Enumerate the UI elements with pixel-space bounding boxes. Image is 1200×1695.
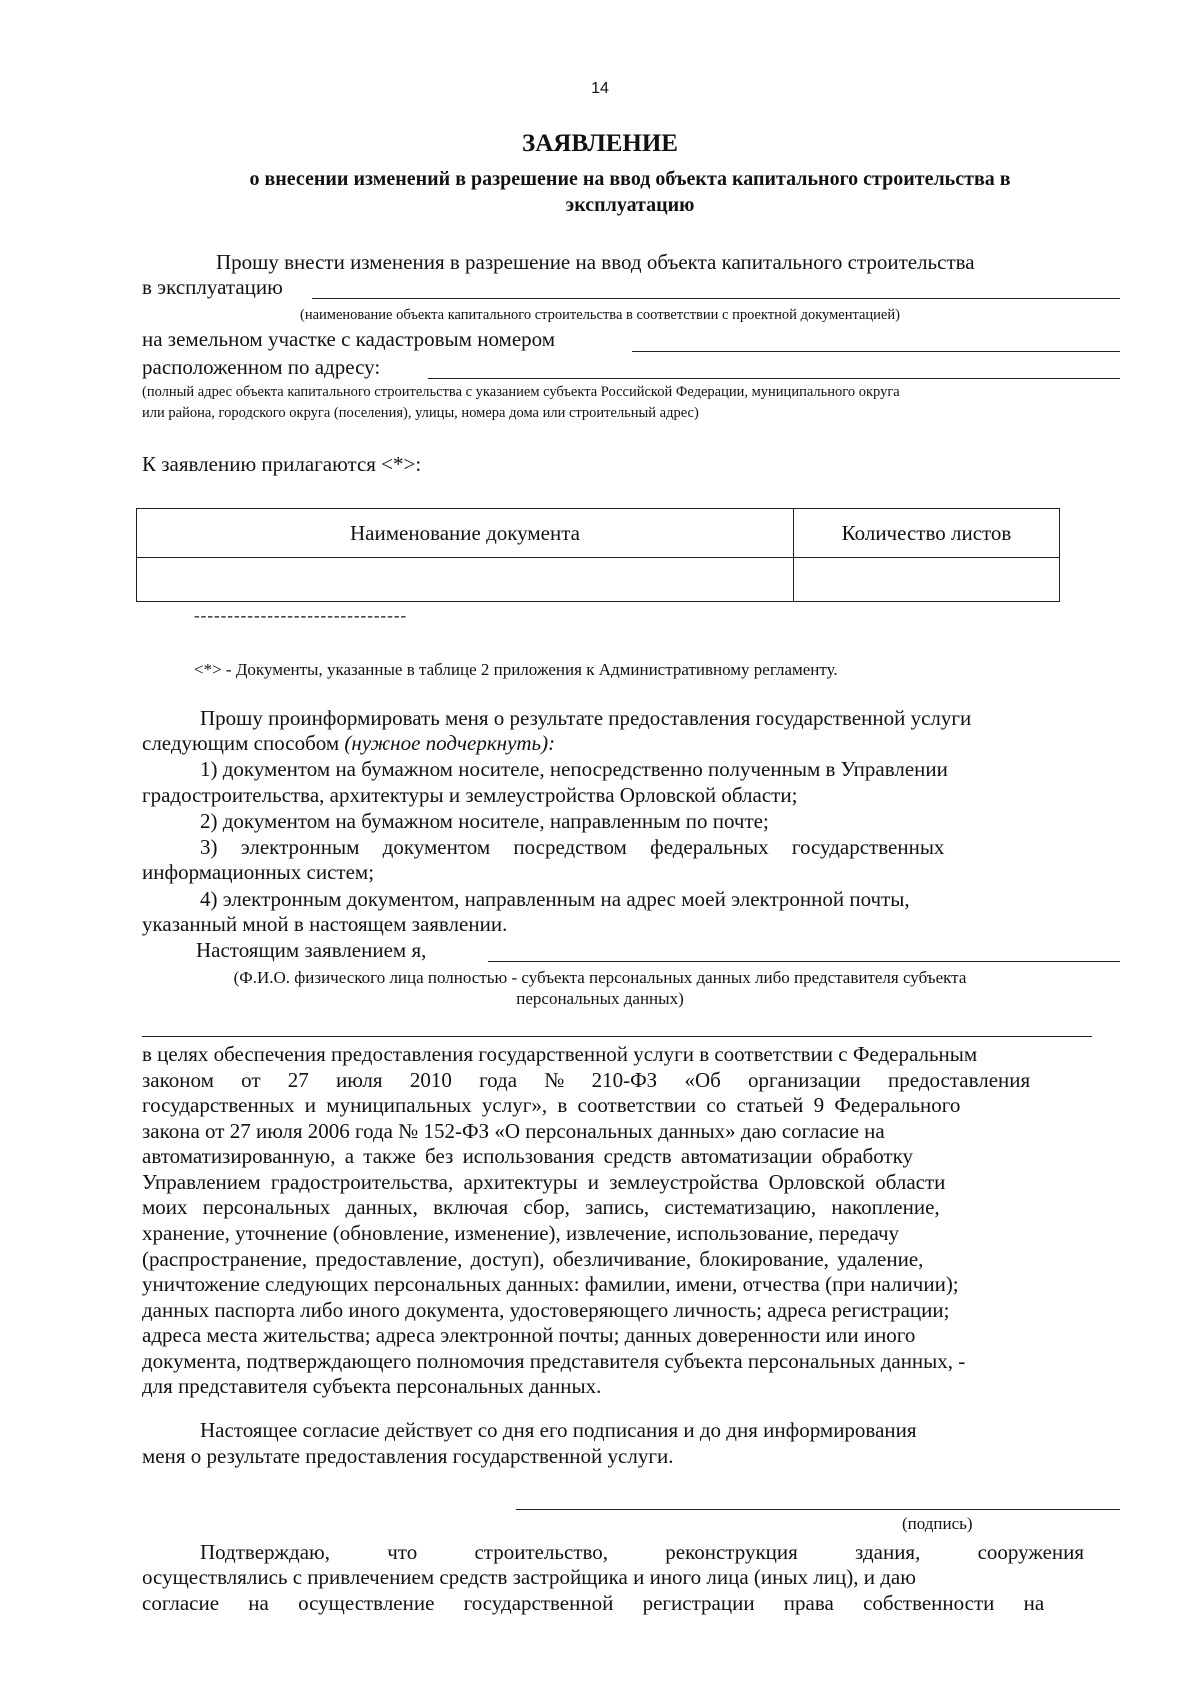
option-2[interactable]: 2) документом на бумажном носителе, направленным по почте;: [200, 809, 769, 833]
consent-line-4: закона от 27 июля 2006 года № 152-ФЗ «О персональных данных» даю согласие на: [142, 1119, 885, 1143]
request-line2: в эксплуатацию: [142, 275, 283, 299]
option-1-line1[interactable]: 1) документом на бумажном носителе, непосредственно полученным в Управлении: [200, 757, 948, 781]
table-header-row: [137, 509, 1060, 558]
footnote-separator: --------------------------------: [194, 606, 408, 625]
full-name-field[interactable]: [488, 961, 1120, 962]
option-4-line1[interactable]: 4) электронным документом, направленным на адрес моей электронной почты,: [200, 887, 910, 911]
request-line1: Прошу внести изменения в разрешение на ввод объекта капитального строительства: [216, 250, 975, 274]
object-name-note: (наименование объекта капитального строительства в соответствии с проектной документацией): [300, 307, 900, 323]
page-number: 14: [591, 80, 609, 97]
cadastral-number-field[interactable]: [632, 351, 1120, 352]
address-note-line2: или района, городского округа (поселения), улицы, номера дома или строительный адрес): [142, 405, 699, 421]
attachments-table: [136, 508, 1060, 602]
full-name-note-line1: (Ф.И.О. физического лица полностью - субъекта персональных данных либо представителя субъекта: [233, 968, 967, 987]
inform-line2: [142, 731, 555, 756]
consent-line-6: Управлением градостроительства, архитектуры и землеустройства Орловской области: [142, 1170, 946, 1194]
attachments-label: К заявлению прилагаются <*>:: [142, 452, 422, 476]
request-line3: на земельном участке с кадастровым номером: [142, 327, 556, 351]
column-document-name: Наименование документа: [137, 509, 794, 558]
document-title: ЗАЯВЛЕНИЕ: [522, 130, 678, 157]
document-subtitle-line2: эксплуатацию: [565, 194, 695, 216]
inform-line2-text: следующим способом: [142, 731, 340, 755]
address-field[interactable]: [428, 378, 1120, 379]
consent-line-12: адреса места жительства; адреса электронной почты; данных доверенности или иного: [142, 1323, 916, 1347]
table-row: [137, 558, 1060, 602]
document-name-cell[interactable]: [137, 558, 794, 602]
full-name-note-line2: персональных данных): [516, 989, 684, 1008]
option-3-line1[interactable]: 3) электронным документом посредством федеральных государственных: [200, 835, 945, 859]
object-name-field[interactable]: [312, 298, 1120, 299]
column-sheet-count: Количество листов: [794, 509, 1060, 558]
validity-line2: меня о результате предоставления государственной услуги.: [142, 1444, 674, 1468]
option-4-line2[interactable]: указанный мной в настоящем заявлении.: [142, 912, 508, 936]
request-line4: расположенном по адресу:: [142, 355, 381, 379]
signature-label: (подпись): [902, 1514, 973, 1533]
sheet-count-cell[interactable]: [794, 558, 1060, 602]
inform-line1: [200, 706, 1120, 731]
attachments-footnote: <*> - Документы, указанные в таблице 2 приложения к Административному регламенту.: [194, 660, 838, 679]
document-subtitle-line1: о внесении изменений в разрешение на ввод объекта капитального строительства в: [249, 168, 1011, 190]
inform-line2-italic: (нужное подчеркнуть):: [344, 731, 556, 755]
option-1-line2[interactable]: градостроительства, архитектуры и землеустройства Орловской области;: [142, 783, 798, 807]
signature-field[interactable]: [516, 1509, 1120, 1510]
confirm-line2: осуществлялись с привлечением средств застройщика и иного лица (иных лиц), и даю: [142, 1565, 916, 1589]
consent-line-3: государственных и муниципальных услуг», в соответствии со статьей 9 Федерального: [142, 1093, 961, 1117]
consent-last-line: для представителя субъекта персональных данных.: [142, 1374, 602, 1398]
option-3-line2[interactable]: информационных систем;: [142, 860, 375, 884]
consent-line-11: данных паспорта либо иного документа, удостоверяющего личность; адреса регистрации;: [142, 1298, 950, 1322]
consent-intro: Настоящим заявлением я,: [196, 938, 427, 962]
address-note-line1: (полный адрес объекта капитального строительства с указанием субъекта Российской Федерации, муниципального округа: [142, 384, 900, 400]
inform-line1-text: Прошу проинформировать меня о результате предоставления государственной услуги: [200, 706, 972, 730]
consent-line-7: моих персональных данных, включая сбор, запись, систематизацию, накопление,: [142, 1195, 940, 1219]
consent-line-8: хранение, уточнение (обновление, изменение), извлечение, использование, передачу: [142, 1221, 900, 1245]
confirm-line3: согласие на осуществление государственной регистрации права собственности на: [142, 1591, 1045, 1615]
consent-line-13: документа, подтверждающего полномочия представителя субъекта персональных данных, -: [142, 1349, 966, 1373]
consent-line-5: автоматизированную, а также без использования средств автоматизации обработку: [142, 1144, 914, 1168]
consent-line-2: законом от 27 июля 2010 года № 210-ФЗ «Об организации предоставления: [142, 1068, 1031, 1092]
full-name-continuation-field[interactable]: [142, 1036, 1092, 1037]
confirm-line1: Подтверждаю, что строительство, реконструкция здания, сооружения: [200, 1540, 1085, 1564]
validity-line1: Настоящее согласие действует со дня его подписания и до дня информирования: [200, 1418, 917, 1442]
consent-line-9: (распространение, предоставление, доступ), обезличивание, блокирование, удаление,: [142, 1247, 924, 1271]
consent-line-1: в целях обеспечения предоставления государственной услуги в соответствии с Федеральным: [142, 1042, 978, 1066]
consent-line-10: уничтожение следующих персональных данных: фамилии, имени, отчества (при наличии);: [142, 1272, 959, 1296]
